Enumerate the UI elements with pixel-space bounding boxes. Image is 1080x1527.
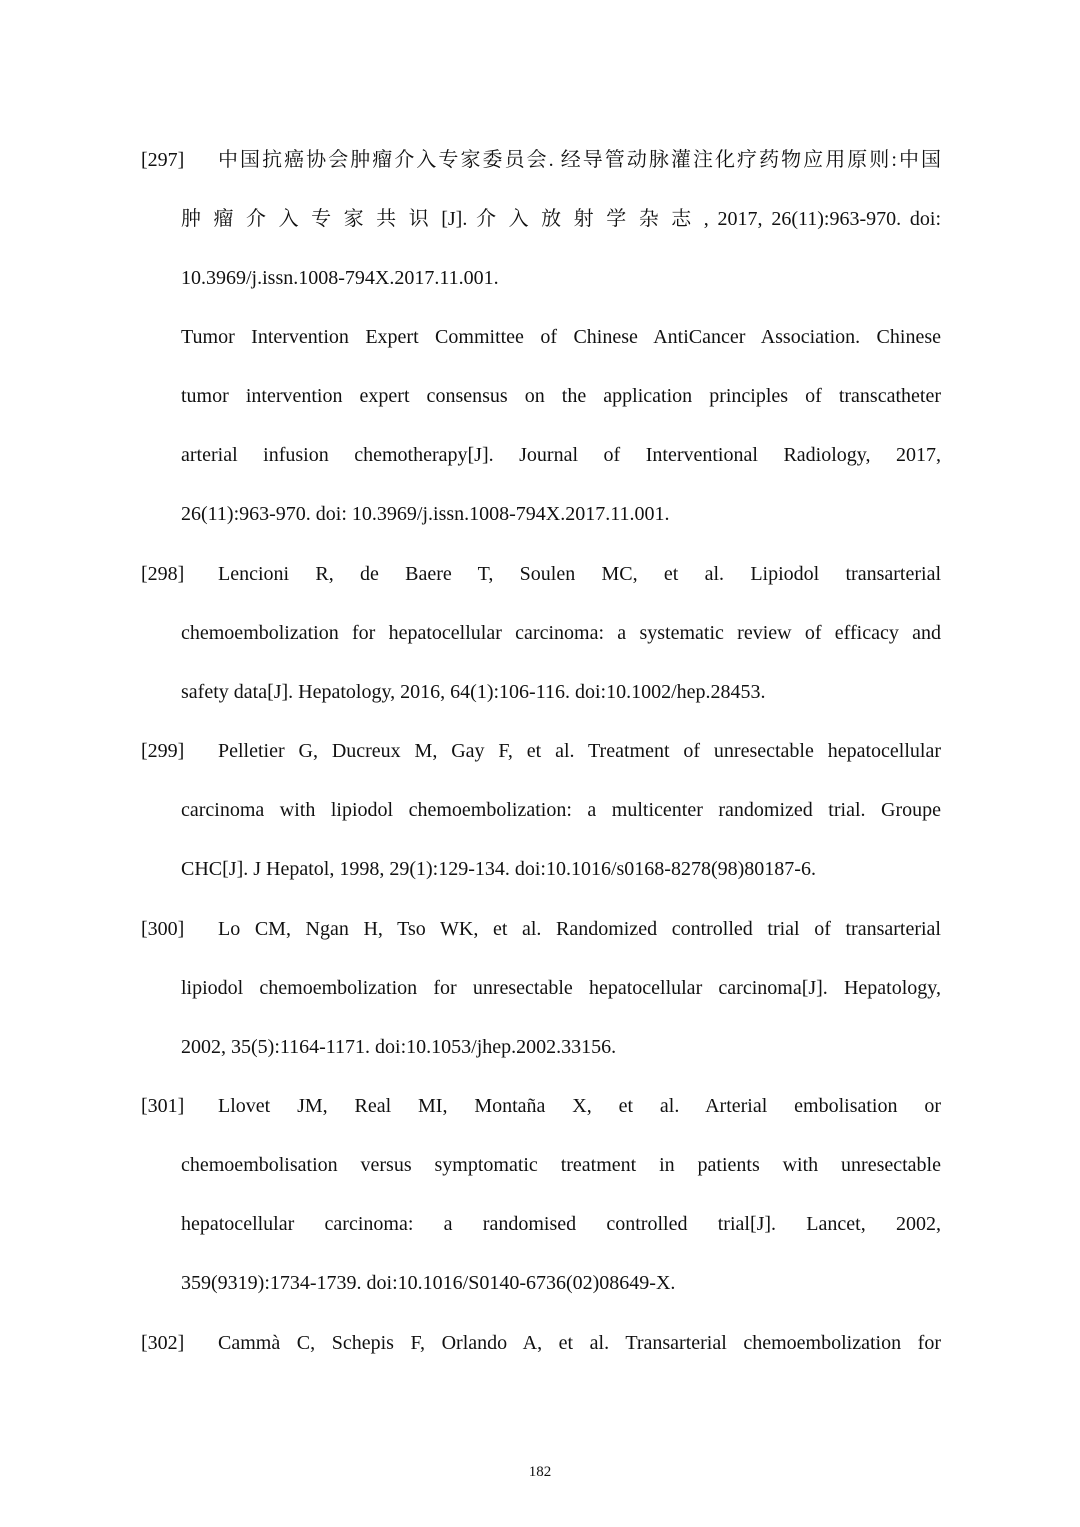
reference-line: chemoembolisation versus symptomatic treatment in patients with unresectable	[181, 1154, 941, 1176]
reference-line: Llovet JM, Real MI, Montaña X, et al. Arterial embolisation or	[218, 1095, 941, 1117]
page-number: 182	[528, 1464, 552, 1480]
reference-line: 10.3969/j.issn.1008-794X.2017.11.001.	[181, 267, 499, 289]
reference-line: CHC[J]. J Hepatol, 1998, 29(1):129-134. doi:10.1016/s0168-8278(98)80187-6.	[181, 858, 816, 880]
reference-line: safety data[J]. Hepatology, 2016, 64(1):106-116. doi:10.1002/hep.28453.	[181, 681, 766, 703]
reference-number: [299]	[141, 740, 185, 762]
reference-number: [297]	[141, 149, 185, 171]
reference-number: [302]	[141, 1332, 185, 1354]
reference-line: Cammà C, Schepis F, Orlando A, et al. Transarterial chemoembolization for	[218, 1332, 941, 1354]
reference-number: [301]	[141, 1095, 185, 1117]
reference-line: 359(9319):1734-1739. doi:10.1016/S0140-6736(02)08649-X.	[181, 1272, 676, 1294]
reference-line: arterial infusion chemotherapy[J]. Journal of Interventional Radiology, 2017,	[181, 444, 941, 466]
reference-line: lipiodol chemoembolization for unresectable hepatocellular carcinoma[J]. Hepatology,	[181, 977, 941, 999]
reference-number: [298]	[141, 563, 185, 585]
reference-line: Tumor Intervention Expert Committee of Chinese AntiCancer Association. Chinese	[181, 326, 941, 348]
reference-line: Lencioni R, de Baere T, Soulen MC, et al. Lipiodol transarterial	[218, 563, 941, 585]
reference-line: 26(11):963-970. doi: 10.3969/j.issn.1008-794X.2017.11.001.	[181, 503, 670, 525]
reference-number: [300]	[141, 918, 185, 940]
reference-line: tumor intervention expert consensus on the application principles of transcatheter	[181, 385, 941, 407]
reference-line: Lo CM, Ngan H, Tso WK, et al. Randomized controlled trial of transarterial	[218, 918, 941, 940]
reference-line: Pelletier G, Ducreux M, Gay F, et al. Treatment of unresectable hepatocellular	[218, 740, 941, 762]
reference-line: 中国抗癌协会肿瘤介入专家委员会. 经导管动脉灌注化疗药物应用原则:中国	[218, 149, 941, 171]
reference-line: 2002, 35(5):1164-1171. doi:10.1053/jhep.2002.33156.	[181, 1036, 617, 1058]
reference-line: chemoembolization for hepatocellular carcinoma: a systematic review of efficacy and	[181, 622, 941, 644]
reference-line: 肿 瘤 介 入 专 家 共 识 [J]. 介 入 放 射 学 杂 志 , 2017, 26(11):963-970. doi:	[181, 208, 941, 230]
reference-line: hepatocellular carcinoma: a randomised controlled trial[J]. Lancet, 2002,	[181, 1213, 941, 1235]
reference-line: carcinoma with lipiodol chemoembolization: a multicenter randomized trial. Groupe	[181, 799, 941, 821]
